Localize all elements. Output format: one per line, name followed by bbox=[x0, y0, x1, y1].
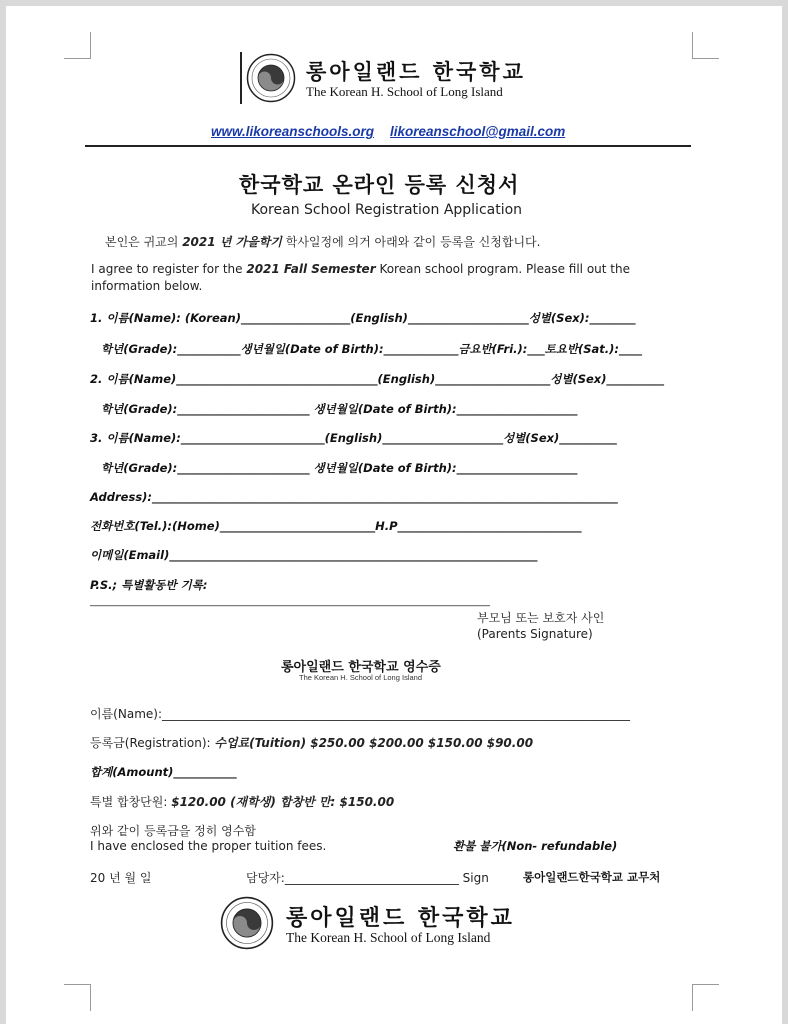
logo-name-korean: 롱아일랜드 한국학교 bbox=[286, 906, 515, 931]
school-logo-footer bbox=[218, 893, 548, 953]
email-link[interactable]: likoreanschool@gmail.com bbox=[390, 124, 566, 139]
address-field[interactable]: Address):_________________________________________________________________________________ bbox=[90, 490, 618, 504]
student2-name-field[interactable]: 2. 이름(Name)___________________________________(English)____________________성별(Sex)__________ bbox=[90, 372, 664, 386]
school-office-label: 롱아일랜드한국학교 교무처 bbox=[523, 870, 661, 884]
choir-fees: 특별 합창단원: $120.00 (재학생) 합창반 만: $150.00 bbox=[90, 795, 395, 809]
crop-mark-bottom-right bbox=[692, 984, 719, 1011]
receipt-confirm-english: I have enclosed the proper tuition fees. bbox=[90, 839, 327, 853]
receipt-title: 롱아일랜드 한국학교 영수증 bbox=[281, 660, 441, 675]
ps-field[interactable]: ________________________________________________________________________________ bbox=[90, 596, 490, 607]
crop-mark-top-right bbox=[692, 32, 719, 59]
school-seal-icon bbox=[246, 53, 296, 103]
logo-divider bbox=[240, 52, 242, 104]
phone-field[interactable]: 전화번호(Tel.):(Home)___________________________H.P________________________________ bbox=[90, 519, 582, 533]
header-rule bbox=[85, 145, 691, 147]
ps-label: P.S.; 특별활동반 기록: bbox=[90, 578, 208, 592]
logo-name-english: The Korean H. School of Long Island bbox=[286, 930, 491, 945]
logo-name-english: The Korean H. School of Long Island bbox=[306, 84, 503, 99]
amount-field[interactable]: 합계(Amount)___________ bbox=[90, 765, 237, 779]
receipt-date-line[interactable]: 20 년 월 일 bbox=[90, 871, 152, 885]
receipt-confirm-korean: 위와 같이 등록금을 정히 영수함 bbox=[90, 824, 256, 838]
intro-korean: 본인은 귀교의 2021 년 가을학기 학사일정에 의거 아래와 같이 등록을 신청합니다. bbox=[105, 235, 541, 249]
student1-grade-field[interactable]: 학년(Grade):___________생년월일(Date of Birth):_____________금요반(Fri.):___토요반(Sat.):____ bbox=[101, 342, 642, 356]
signature-label-english: (Parents Signature) bbox=[477, 627, 593, 641]
receipt-name-field[interactable]: 이름(Name):______________________________________________________________________________ bbox=[90, 707, 630, 721]
student3-grade-field[interactable]: 학년(Grade):_______________________ 생년월일(Date of Birth):_____________________ bbox=[101, 461, 578, 475]
student1-name-field[interactable]: 1. 이름(Name): (Korean)___________________(English)_____________________성별(Sex):________ bbox=[90, 311, 636, 325]
officer-sign-field[interactable]: 담당자:_____________________________ Sign bbox=[246, 871, 489, 885]
crop-mark-bottom-left bbox=[64, 984, 91, 1011]
email-field[interactable]: 이메일(Email)________________________________________________________________ bbox=[90, 548, 538, 562]
school-logo-header bbox=[240, 50, 550, 108]
receipt-subtitle: The Korean H. School of Long Island bbox=[299, 673, 422, 682]
page-subtitle: Korean School Registration Application bbox=[251, 202, 523, 218]
school-seal-icon bbox=[220, 896, 274, 950]
student3-name-field[interactable]: 3. 이름(Name):_________________________(English)_____________________성별(Sex)__________ bbox=[90, 431, 617, 445]
page-title: 한국학교 온라인 등록 신청서 bbox=[239, 173, 520, 197]
intro-english-line2: information below. bbox=[91, 279, 203, 293]
logo-name-korean: 롱아일랜드 한국학교 bbox=[306, 60, 526, 84]
student2-grade-field[interactable]: 학년(Grade):_______________________ 생년월일(Date of Birth):_____________________ bbox=[101, 402, 578, 416]
non-refundable-note: 환불 불가(Non- refundable) bbox=[453, 839, 618, 853]
crop-mark-top-left bbox=[64, 32, 91, 59]
website-link[interactable]: www.likoreanschools.org bbox=[211, 124, 375, 139]
signature-label-korean: 부모님 또는 보호자 사인 bbox=[477, 611, 605, 625]
registration-fees: 등록금(Registration): 수업료(Tuition) $250.00 $200.00 $150.00 $90.00 bbox=[90, 736, 534, 750]
intro-english-line1: I agree to register for the 2021 Fall Semester Korean school program. Please fill out the bbox=[91, 262, 630, 276]
